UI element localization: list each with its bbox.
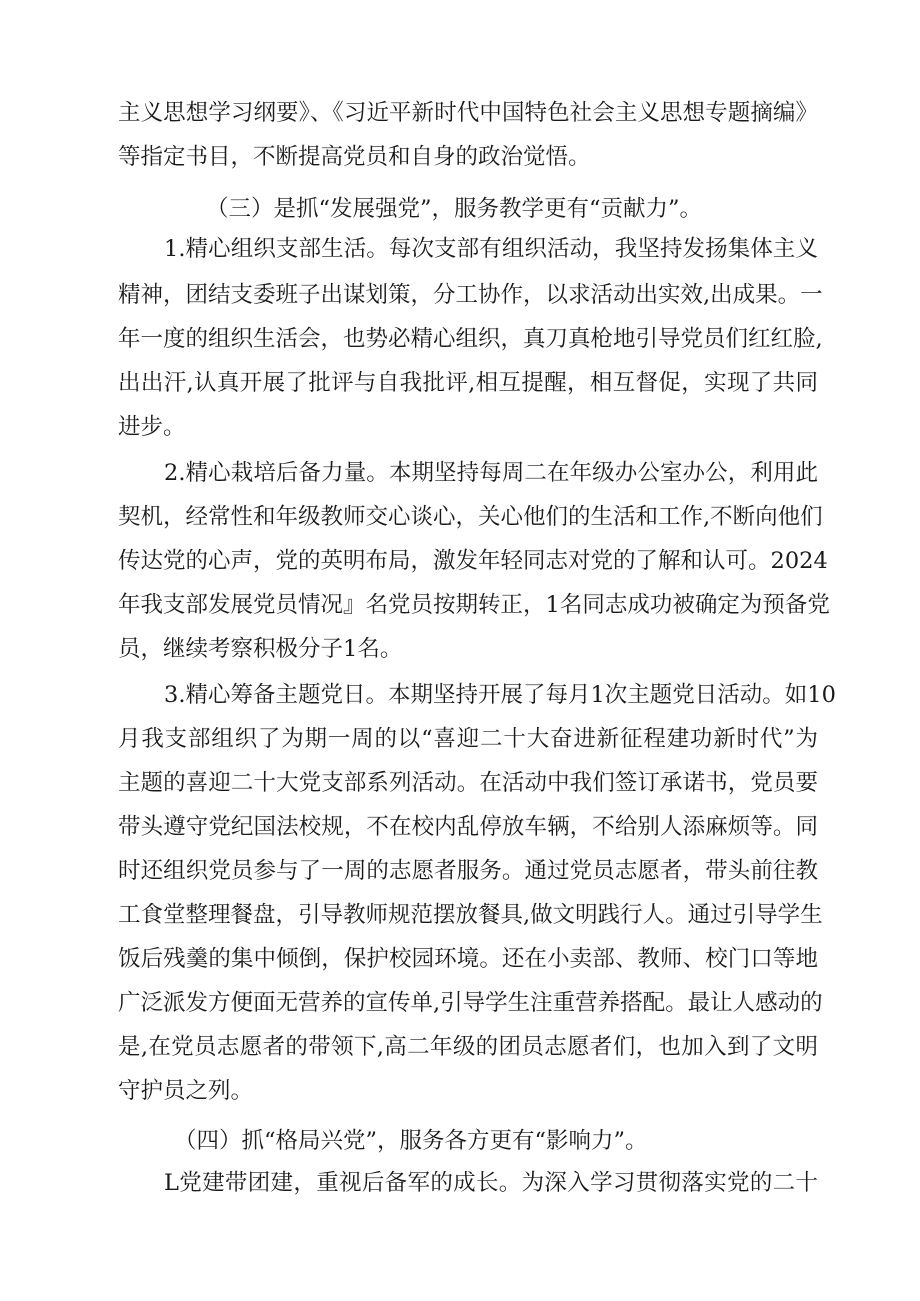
item-heading-2: 2.精心栽培后备力量。本期坚持每周二在年级办公室办公，利用此 <box>164 460 818 486</box>
body-text-line: 契机，经常性和年级教师交心谈心，关心他们的生活和工作,不断向他们 <box>118 504 823 530</box>
body-text-line: 饭后残羹的集中倾倒，保护校园环境。还在小卖部、教师、校门口等地 <box>118 946 818 972</box>
body-text-line: 精神，团结支委班子出谋划策，分工协作，以求活动出实效,出成果。一 <box>118 282 823 308</box>
body-text-line: 守护员之列。 <box>118 1078 254 1104</box>
body-text-line: 主题的喜迎二十大党支部系列活动。在活动中我们签订承诺书，党员要 <box>118 770 818 796</box>
item-heading-3: 3.精心筹备主题党日。本期坚持开展了每月1次主题党日活动。如10 <box>164 682 836 708</box>
body-text-line: 传达党的心声，党的英明布局，激发年轻同志对党的了解和认可。2024 <box>118 548 828 574</box>
body-text-line: 员，继续考察积极分子1名。 <box>118 636 403 662</box>
body-text-line: 时还组织党员参与了一周的志愿者服务。通过党员志愿者，带头前往教 <box>118 858 818 884</box>
body-text-line: 月我支部组织了为期一周的以“喜迎二十大奋进新征程建功新时代”为 <box>118 726 818 752</box>
body-text-line: 等指定书目，不断提高党员和自身的政治觉悟。 <box>118 144 591 170</box>
body-text-line: 工食堂整理餐盘，引导教师规范摆放餐具,做文明践行人。通过引导学生 <box>118 902 823 928</box>
item-heading-1: 1.精心组织支部生活。每次支部有组织活动，我坚持发扬集体主义 <box>164 236 818 262</box>
body-text-line: 是,在党员志愿者的带领下,高二年级的团员志愿者们，也加入到了文明 <box>118 1034 818 1060</box>
section-heading-4: （四）抓“格局兴党”，服务各方更有“影响力”。 <box>174 1128 648 1154</box>
body-text-line: 带头遵守党纪国法校规，不在校内乱停放车辆，不给别人添麻烦等。同 <box>118 814 818 840</box>
body-text-line: 进步。 <box>118 414 186 440</box>
item-heading-l: L党建带团建，重视后备军的成长。为深入学习贯彻落实党的二十 <box>164 1170 818 1196</box>
body-text-line: 年我支部发展党员情况』名党员按期转正，1名同志成功被确定为预备党 <box>118 592 830 618</box>
body-text-line: 主义思想学习纲要》、《习近平新时代中国特色社会主义思想专题摘编》 <box>118 100 818 126</box>
section-heading-3: （三）是抓“发展强党”，服务教学更有“贡献力”。 <box>206 196 703 222</box>
body-text-line: 年一度的组织生活会，也势必精心组织，真刀真枪地引导党员们红红脸, <box>118 326 823 352</box>
body-text-line: 出出汗,认真开展了批评与自我批评,相互提醒，相互督促，实现了共同 <box>118 370 818 396</box>
body-text-line: 广泛派发方便面无营养的宣传单,引导学生注重营养搭配。最让人感动的 <box>118 990 823 1016</box>
